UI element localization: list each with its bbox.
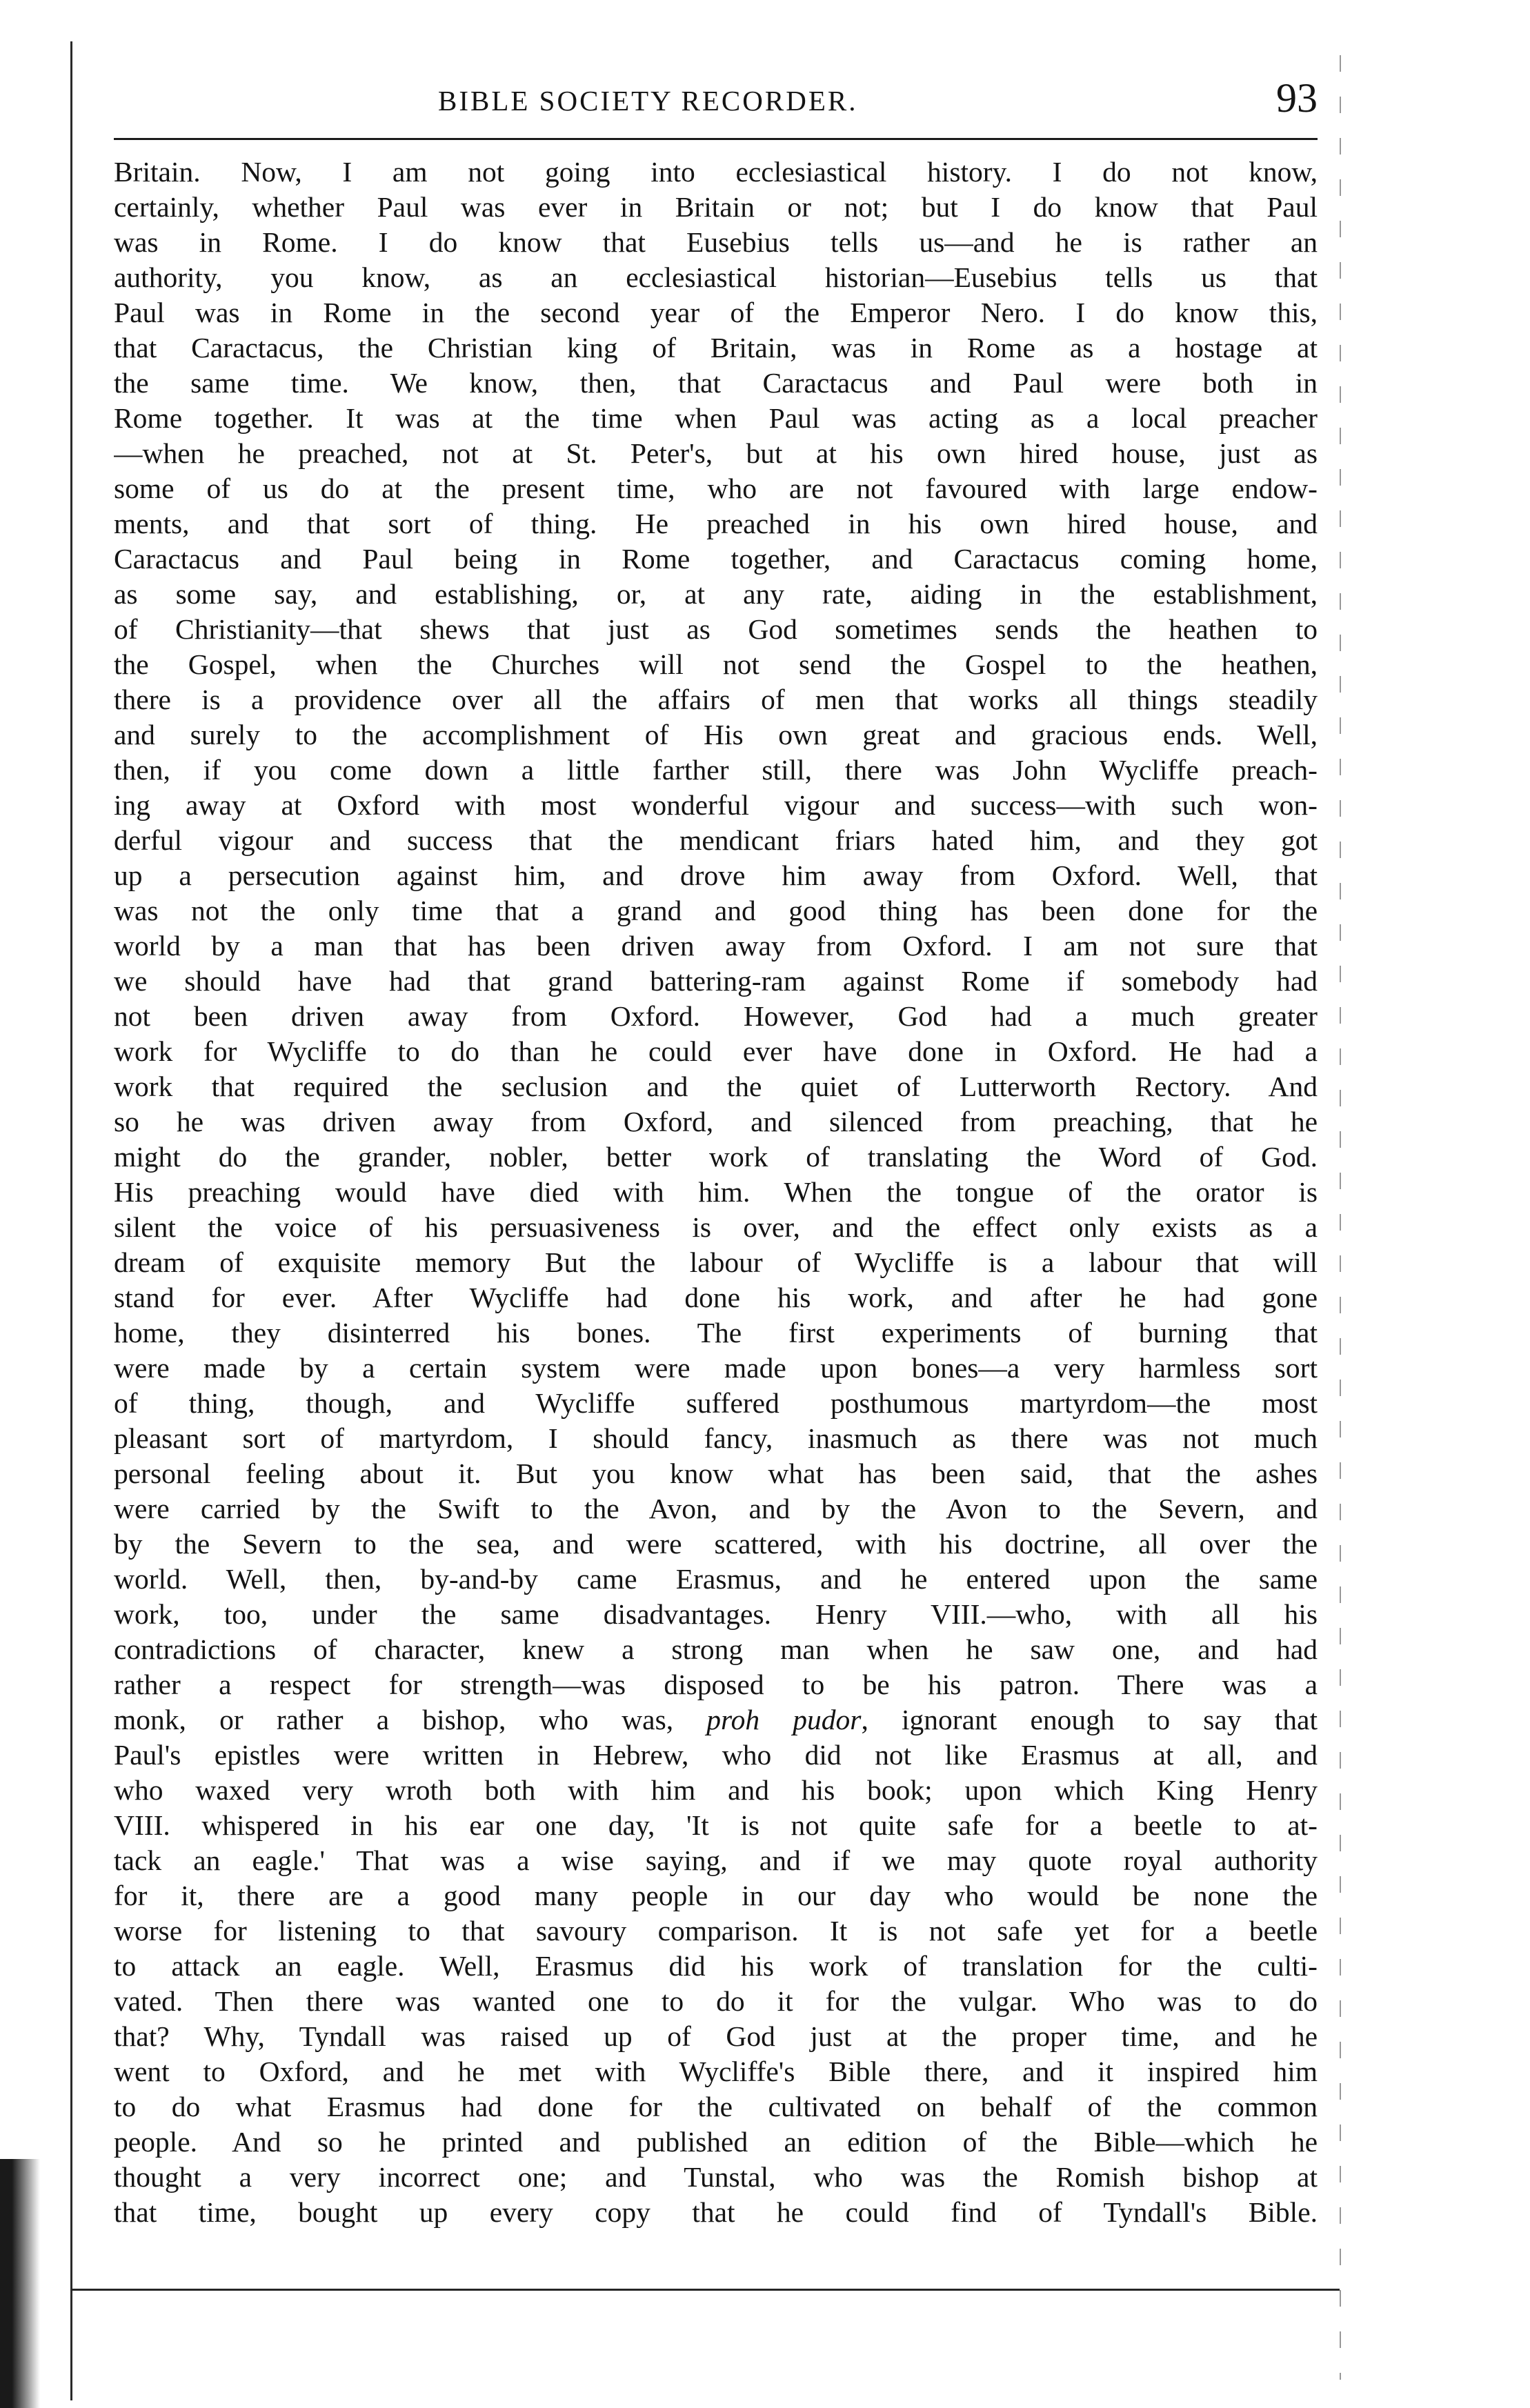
text-line: monk, or rather a bishop, who was, proh pudor, ignorant enough to say that — [114, 1704, 1318, 1735]
text-line: to attack an eagle. Well, Erasmus did his work of translation for the culti- — [114, 1950, 1318, 1982]
text-line: silent the voice of his persuasiveness is over, and the effect only exists as a — [114, 1211, 1318, 1243]
text-line: VIII. whispered in his ear one day, 'It is not quite safe for a beetle to at- — [114, 1809, 1318, 1841]
text-line: we should have had that grand battering-ram against Rome if somebody had — [114, 965, 1318, 997]
text-line: Paul's epistles were written in Hebrew, who did not like Erasmus at all, and — [114, 1739, 1318, 1771]
text-line: that? Why, Tyndall was raised up of God just at the proper time, and he — [114, 2020, 1318, 2052]
page-number: 93 — [1276, 75, 1318, 121]
text-line: ments, and that sort of thing. He preached in his own hired house, and — [114, 508, 1318, 539]
running-title: BIBLE SOCIETY RECORDER. — [438, 85, 858, 117]
text-line: for it, there are a good many people in our day who would be none the — [114, 1880, 1318, 1911]
text-line: Britain. Now, I am not going into ecclesiastical history. I do not know, — [114, 156, 1318, 188]
binding-edge-rule — [70, 41, 72, 2400]
text-line: world by a man that has been driven away from Oxford. I am not sure that — [114, 930, 1318, 962]
text-line: were carried by the Swift to the Avon, and by the Avon to the Severn, and — [114, 1493, 1318, 1524]
text-line: certainly, whether Paul was ever in Britain or not; but I do know that Paul — [114, 191, 1318, 223]
text-line: personal feeling about it. But you know what has been said, that the ashes — [114, 1457, 1318, 1489]
text-line: there is a providence over all the affairs of men that works all things steadily — [114, 684, 1318, 715]
text-line: Paul was in Rome in the second year of the Emperor Nero. I do know this, — [114, 297, 1318, 328]
text-line: of Christianity—that shews that just as God sometimes sends the heathen to — [114, 613, 1318, 645]
text-line: by the Severn to the sea, and were scattered, with his doctrine, all over the — [114, 1528, 1318, 1560]
text-line: to do what Erasmus had done for the cultivated on behalf of the common — [114, 2091, 1318, 2122]
binding-shadow — [0, 2159, 40, 2408]
text-line: worse for listening to that savoury comparison. It is not safe yet for a beetle — [114, 1915, 1318, 1947]
text-line: might do the grander, nobler, better work of translating the Word of God. — [114, 1141, 1318, 1173]
text-line: Rome together. It was at the time when Paul was acting as a local preacher — [114, 402, 1318, 434]
text-line: was not the only time that a grand and good thing has been done for the — [114, 895, 1318, 926]
text-line: work for Wycliffe to do than he could ever have done in Oxford. He had a — [114, 1035, 1318, 1067]
text-line: work that required the seclusion and the quiet of Lutterworth Rectory. And — [114, 1071, 1318, 1102]
text-line: thought a very incorrect one; and Tunstal, who was the Romish bishop at — [114, 2161, 1318, 2193]
text-line: dream of exquisite memory But the labour of Wycliffe is a labour that will — [114, 1246, 1318, 1278]
text-line: who waxed very wroth both with him and his book; upon which King Henry — [114, 1774, 1318, 1806]
text-line: some of us do at the present time, who are not favoured with large endow- — [114, 472, 1318, 504]
text-line: were made by a certain system were made upon bones—a very harmless sort — [114, 1352, 1318, 1384]
text-line: pleasant sort of martyrdom, I should fancy, inasmuch as there was not much — [114, 1422, 1318, 1454]
text-line: the Gospel, when the Churches will not send the Gospel to the heathen, — [114, 648, 1318, 680]
text-line: was in Rome. I do know that Eusebius tells us—and he is rather an — [114, 226, 1318, 258]
running-header — [114, 74, 1318, 130]
text-line: that time, bought up every copy that he could find of Tyndall's Bible. — [114, 2196, 1318, 2228]
text-line: up a persecution against him, and drove him away from Oxford. Well, that — [114, 859, 1318, 891]
text-line: as some say, and establishing, or, at any rate, aiding in the establishment, — [114, 578, 1318, 610]
text-line: home, they disinterred his bones. The first experiments of burning that — [114, 1317, 1318, 1349]
text-line: people. And so he printed and published an edition of the Bible—which he — [114, 2126, 1318, 2158]
text-line: the same time. We know, then, that Caractacus and Paul were both in — [114, 367, 1318, 399]
text-line: that Caractacus, the Christian king of Britain, was in Rome as a hostage at — [114, 332, 1318, 364]
text-line: —when he preached, not at St. Peter's, but at his own hired house, just as — [114, 437, 1318, 469]
text-line: work, too, under the same disadvantages. Henry VIII.—who, with all his — [114, 1598, 1318, 1630]
text-line: His preaching would have died with him. When the tongue of the orator is — [114, 1176, 1318, 1208]
text-line: then, if you come down a little farther still, there was John Wycliffe preach- — [114, 754, 1318, 786]
right-margin-marks — [1340, 55, 1341, 2380]
text-line: derful vigour and success that the mendicant friars hated him, and they got — [114, 824, 1318, 856]
header-rule — [114, 138, 1318, 140]
text-line: so he was driven away from Oxford, and silenced from preaching, that he — [114, 1106, 1318, 1137]
text-line: world. Well, then, by-and-by came Erasmus, and he entered upon the same — [114, 1563, 1318, 1595]
text-line: authority, you know, as an ecclesiastical historian—Eusebius tells us that — [114, 261, 1318, 293]
text-line: of thing, though, and Wycliffe suffered posthumous martyrdom—the most — [114, 1387, 1318, 1419]
footer-rule — [70, 2289, 1340, 2291]
text-line: stand for ever. After Wycliffe had done his work, and after he had gone — [114, 1282, 1318, 1313]
text-line: vated. Then there was wanted one to do it for the vulgar. Who was to do — [114, 1985, 1318, 2017]
text-line: rather a respect for strength—was disposed to be his patron. There was a — [114, 1669, 1318, 1700]
body-text — [114, 155, 1318, 2230]
text-line: ing away at Oxford with most wonderful vigour and success—with such won- — [114, 789, 1318, 821]
text-line: contradictions of character, knew a strong man when he saw one, and had — [114, 1633, 1318, 1665]
text-line: went to Oxford, and he met with Wycliffe's Bible there, and it inspired him — [114, 2056, 1318, 2087]
text-line: tack an eagle.' That was a wise saying, and if we may quote royal authority — [114, 1844, 1318, 1876]
text-line: Caractacus and Paul being in Rome together, and Caractacus coming home, — [114, 543, 1318, 575]
text-line: and surely to the accomplishment of His own great and gracious ends. Well, — [114, 719, 1318, 750]
text-line: not been driven away from Oxford. However, God had a much greater — [114, 1000, 1318, 1032]
